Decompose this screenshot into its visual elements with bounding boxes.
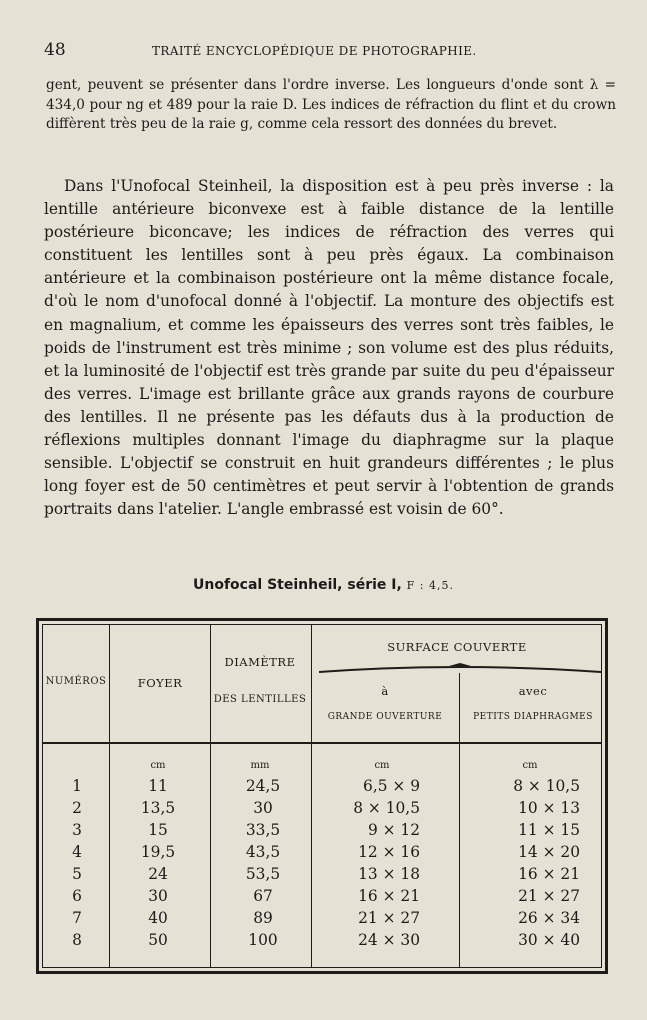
cell-numero: 7: [72, 909, 82, 927]
cell-foyer: 15: [148, 821, 168, 839]
unit-petits: cm: [522, 760, 538, 771]
running-title: TRAITÉ ENCYCLOPÉDIQUE DE PHOTOGRAPHIE.: [152, 44, 477, 58]
header-des-lentilles: DES LENTILLES: [213, 694, 307, 705]
continued-paragraph-text: gent, peuvent se présenter dans l'ordre inverse. Les longueurs d'onde sont λ = 434,0 pour ng et 489 pour la raie D. Les indices de réfraction du flint et du crown diffèrent très peu de la raie g, comme cela ressort des données du brevet.: [46, 77, 616, 132]
cell-grande-ouverture: 6,5 × 9: [363, 777, 420, 795]
cell-numero: 2: [72, 799, 82, 817]
continued-paragraph: [46, 76, 616, 135]
cell-diametre: 43,5: [245, 843, 281, 861]
cell-diametre: 24,5: [245, 777, 281, 795]
cell-foyer: 24: [148, 865, 168, 883]
cell-petits-diaphragmes: 10 × 13: [518, 799, 580, 817]
cell-petits-diaphragmes: 14 × 20: [518, 843, 580, 861]
cell-diametre: 30: [253, 799, 273, 817]
cell-grande-ouverture: 13 × 18: [358, 865, 420, 883]
cell-foyer: 11: [148, 777, 168, 795]
column-divider: [210, 625, 211, 967]
cell-diametre: 67: [253, 887, 273, 905]
cell-grande-ouverture: 12 × 16: [358, 843, 420, 861]
cell-diametre: 100: [248, 931, 278, 949]
page-header: [44, 40, 614, 64]
unit-grande: cm: [374, 760, 390, 771]
unit-foyer: cm: [150, 760, 166, 771]
cell-petits-diaphragmes: 30 × 40: [518, 931, 580, 949]
cell-numero: 1: [72, 777, 82, 795]
cell-grande-ouverture: 21 × 27: [358, 909, 420, 927]
cell-grande-ouverture: 24 × 30: [358, 931, 420, 949]
main-paragraph: [44, 175, 614, 521]
cell-numero: 5: [72, 865, 82, 883]
cell-grande-ouverture: 9 × 12: [367, 821, 420, 839]
cell-petits-diaphragmes: 11 × 15: [518, 821, 580, 839]
cell-numero: 4: [72, 843, 82, 861]
table-caption-aperture: F : 4,5.: [406, 579, 454, 592]
cell-petits-diaphragmes: 8 × 10,5: [513, 777, 580, 795]
cell-foyer: 50: [148, 931, 168, 949]
table-caption-title: Unofocal Steinheil, série I,: [193, 577, 402, 593]
cell-diametre: 33,5: [245, 821, 281, 839]
cell-grande-ouverture: 16 × 21: [358, 887, 420, 905]
unit-diametre: mm: [250, 760, 270, 771]
cell-foyer: 30: [148, 887, 168, 905]
table-caption: [0, 577, 647, 593]
page-number: 48: [44, 40, 66, 60]
main-paragraph-text: Dans l'Unofocal Steinheil, la disposition est à peu près inverse : la lentille antérieure biconvexe est à faible distance de la lentille postérieure biconcave; les indices de réfraction des verres qui constituent les lentilles sont à peu près égaux. La combinaison antérieure et la combinaison postérieure ont la même distance focale, d'où le nom d'unofocal donné à l'objectif. La monture des objectifs est en magnalium, et comme les épaisseurs des verres sont très faibles, le poids de l'instrument est très minime ; son volume est des plus réduits, et la luminosité de l'objectif est très grande par suite du peu d'épaisseur des verres. L'image est brillante grâce aux grands rayons de courbure des lentilles. Il ne présente pas les défauts dus à la production de réflexions multiples donnant l'image du diaphragme sur la plaque sensible. L'objectif se construit en huit grandeurs différentes ; le plus long foyer est de 50 centimètres et peut servir à l'obtention de grands portraits dans l'atelier. L'angle embrassé est voisin de 60°.: [44, 177, 614, 519]
header-foyer: FOYER: [137, 676, 183, 690]
cell-foyer: 40: [148, 909, 168, 927]
cell-foyer: 13,5: [140, 799, 176, 817]
cell-diametre: 53,5: [245, 865, 281, 883]
cell-grande-ouverture: 8 × 10,5: [353, 799, 420, 817]
header-diametre: DIAMÈTRE: [224, 655, 296, 669]
header-surface-couverte: SURFACE COUVERTE: [387, 640, 527, 654]
cell-petits-diaphragmes: 21 × 27: [518, 887, 580, 905]
cell-petits-diaphragmes: 16 × 21: [518, 865, 580, 883]
header-avec: avec: [518, 684, 548, 698]
header-rule: [43, 742, 601, 744]
cell-petits-diaphragmes: 26 × 34: [518, 909, 580, 927]
header-a: à: [381, 684, 389, 698]
surface-brace: [319, 663, 601, 677]
cell-foyer: 19,5: [140, 843, 176, 861]
cell-numero: 8: [72, 931, 82, 949]
header-grande-ouverture: GRANDE OUVERTURE: [327, 712, 443, 722]
cell-diametre: 89: [253, 909, 273, 927]
cell-numero: 3: [72, 821, 82, 839]
cell-numero: 6: [72, 887, 82, 905]
header-petits-diaphragmes: PETITS DIAPHRAGMES: [473, 712, 593, 722]
header-numeros: NUMÉROS: [45, 676, 107, 687]
